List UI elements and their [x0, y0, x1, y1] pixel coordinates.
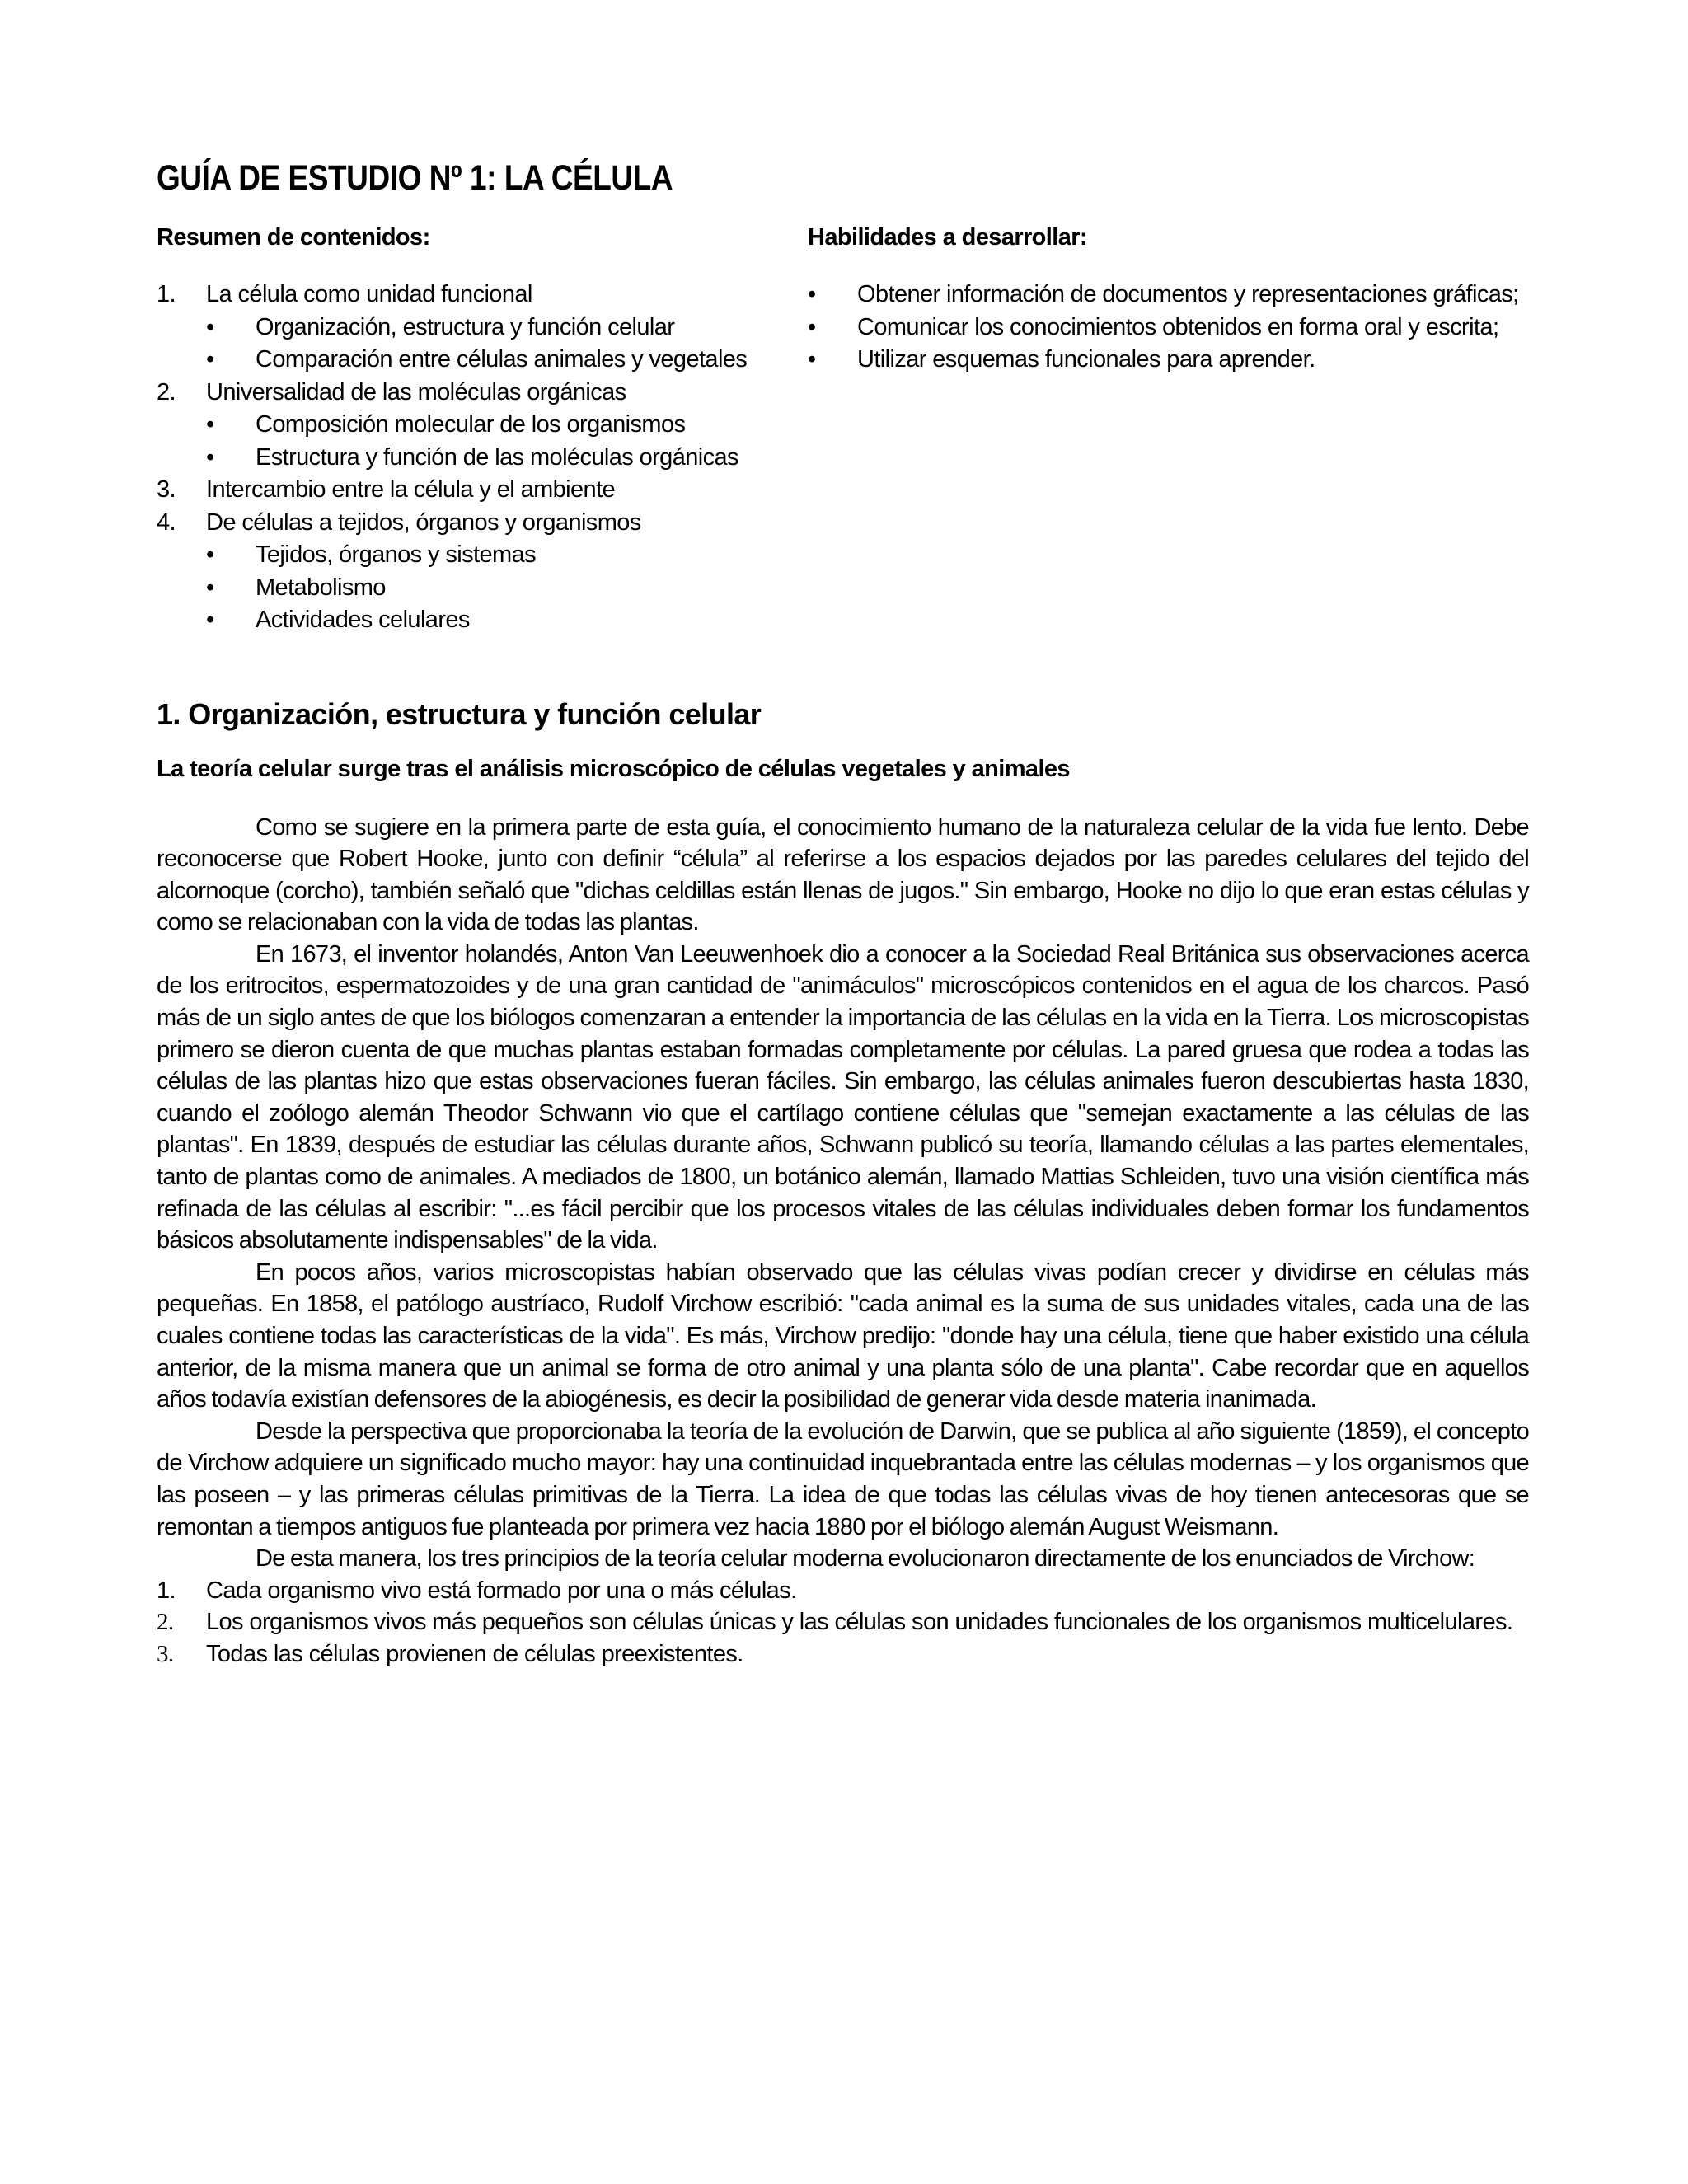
bullet-icon: • — [206, 443, 214, 471]
summary-item-label: De células a tejidos, órganos y organismos — [206, 509, 641, 536]
summary-subitem — [206, 344, 808, 377]
summary-column — [157, 223, 808, 637]
bullet-icon: • — [206, 346, 214, 373]
summary-heading: Resumen de contenidos: — [157, 224, 430, 251]
principles-list — [157, 1575, 1529, 1671]
skills-column — [808, 223, 1529, 637]
document-title: GUÍA DE ESTUDIO Nº 1: LA CÉLULA — [157, 158, 673, 198]
body-paragraph: Como se sugiere en la primera parte de esta guía, el conocimiento humano de la naturaleza celular de la vida fue lento. Debe reconocerse que Robert Hooke, junto con definir “célula” al referirse a los espacios dejados por las paredes celulares del tejido del alcornoque (corcho), también señaló que "dichas celdillas están llenas de jugos." Sin embargo, Hooke no dijo lo que eran estas células y como se relacionaban con la vida de todas las plantas. — [157, 813, 1529, 936]
body-paragraph: En 1673, el inventor holandés, Anton Van Leeuwenhoek dio a conocer a la Sociedad Real Británica sus observaciones acerca de los eritrocitos, espermatozoides y de una gran cantidad de "animáculos" microscópicos contenidos en el agua de los charcos. Pasó más de un siglo antes de que los biólogos comenzaran a entender la importancia de las células en la vida en la Tierra. Los microscopistas primero se dieron cuenta de que muchas plantas estaban formadas completamente por células. La pared gruesa que rodea a todas las células de las plantas hizo que estas observaciones fueran fáciles. Sin embargo, las células animales fueron descubiertas hasta 1830, cuando el zoólogo alemán Theodor Schwann vio que el cartílago contiene células que "semejan exactamente a las células de las plantas". En 1839, después de estudiar las células durante años, Schwann publicó su teoría, llamando células a las partes elementales, tanto de plantas como de animales. A mediados de 1800, un botánico alemán, llamado Mattias Schleiden, tuvo una visión científica más refinada de las células al escribir: "...es fácil percibir que los procesos vitales de las células individuales deben formar los fundamentos básicos absolutamente indispensables" de la vida. — [157, 940, 1529, 1254]
bullet-icon: • — [206, 607, 214, 633]
summary-item — [157, 507, 808, 540]
principle-text: Todas las células provienen de células preexistentes. — [206, 1640, 743, 1667]
summary-subitem — [206, 442, 808, 475]
summary-subitem-label: Organización, estructura y función celular — [256, 313, 675, 340]
section-subheading: La teoría celular surge tras el análisis microscópico de células vegetales y animales — [157, 755, 1070, 782]
summary-subitem — [206, 539, 808, 572]
summary-subitem — [206, 572, 808, 605]
body-paragraph: De esta manera, los tres principios de la teoría celular moderna evolucionaron directamente de los enunciados de Virchow: — [256, 1545, 1475, 1572]
summary-item-label: Intercambio entre la célula y el ambiente — [206, 476, 616, 503]
bullet-icon: • — [206, 541, 214, 568]
principle-item — [157, 1606, 1529, 1638]
body-paragraph: Desde la perspectiva que proporcionaba la teoría de la evolución de Darwin, que se publica al año siguiente (1859), el concepto de Virchow adquiere un significado mucho mayor: hay una continuidad inquebrantada entre las células modernas – y los organismos que las poseen – y las primeras células primitivas de la Tierra. La idea de que todas las células vivas de hoy tienen antecesoras que se remontan a tiempos antiguos fue planteada por primera vez hacia 1880 por el biólogo alemán August Weismann. — [157, 1418, 1529, 1540]
summary-subitem — [206, 604, 808, 637]
principle-item — [157, 1638, 1529, 1671]
skill-item — [808, 344, 1529, 377]
skills-list — [808, 279, 1529, 377]
summary-subitem — [206, 312, 808, 344]
bullet-icon: • — [808, 346, 816, 373]
skills-heading: Habilidades a desarrollar: — [808, 224, 1087, 251]
summary-subitem-label: Composición molecular de los organismos — [256, 411, 686, 438]
summary-item-number: 4. — [157, 509, 176, 536]
bullet-icon: • — [808, 313, 816, 340]
principle-item — [157, 1575, 1529, 1607]
summary-item-label: La célula como unidad funcional — [206, 281, 532, 307]
bullet-icon: • — [206, 411, 214, 438]
summary-item-number: 3. — [157, 476, 176, 503]
section-heading: 1. Organización, estructura y función celular — [157, 696, 762, 731]
summary-subitem — [206, 409, 808, 442]
summary-item-number: 2. — [157, 378, 176, 405]
document-page — [157, 157, 1529, 1671]
summary-subitem-label: Comparación entre células animales y vegetales — [256, 346, 748, 373]
skill-item-label: Utilizar esquemas funcionales para aprender. — [857, 346, 1315, 373]
skill-item — [808, 279, 1529, 312]
skill-item-label: Comunicar los conocimientos obtenidos en forma oral y escrita; — [857, 313, 1499, 340]
summary-item — [157, 279, 808, 312]
principle-number: 2. — [157, 1609, 174, 1636]
body-paragraph: En pocos años, varios microscopistas habían observado que las células vivas podían crecer y dividirse en células más pequeñas. En 1858, el patólogo austríaco, Rudolf Virchow escribió: "cada animal es la suma de sus unidades vitales, cada una de las cuales contiene todas las características de la vida". Es más, Virchow predijo: "donde hay una célula, tiene que haber existido una célula anterior, de la misma manera que un animal se forma de otro animal y una planta sólo de una planta". Cabe recordar que en aquellos años todavía existían defensores de la abiogénesis, es decir la posibilidad de generar vida desde materia inanimada. — [157, 1258, 1529, 1413]
bullet-icon: • — [808, 281, 816, 307]
summary-list — [157, 279, 808, 637]
skill-item — [808, 312, 1529, 344]
overview-columns — [157, 223, 1529, 637]
summary-subitem-label: Tejidos, órganos y sistemas — [256, 541, 537, 568]
summary-item-number: 1. — [157, 281, 176, 307]
section-body — [157, 812, 1529, 1671]
bullet-icon: • — [206, 574, 214, 601]
summary-subitem-label: Estructura y función de las moléculas orgánicas — [256, 443, 738, 471]
principle-number: 1. — [157, 1577, 176, 1604]
skill-item-label: Obtener información de documentos y representaciones gráficas; — [857, 281, 1519, 307]
summary-item — [157, 474, 808, 507]
summary-item — [157, 377, 808, 410]
principle-text: Cada organismo vivo está formado por una o más células. — [206, 1577, 797, 1604]
principle-number: 3. — [157, 1640, 174, 1667]
summary-subitem-label: Metabolismo — [256, 574, 386, 601]
summary-subitem-label: Actividades celulares — [256, 607, 470, 633]
summary-item-label: Universalidad de las moléculas orgánicas — [206, 378, 626, 405]
principle-text: Los organismos vivos más pequeños son células únicas y las células son unidades funcionales de los organismos multicelulares. — [206, 1609, 1513, 1636]
bullet-icon: • — [206, 313, 214, 340]
